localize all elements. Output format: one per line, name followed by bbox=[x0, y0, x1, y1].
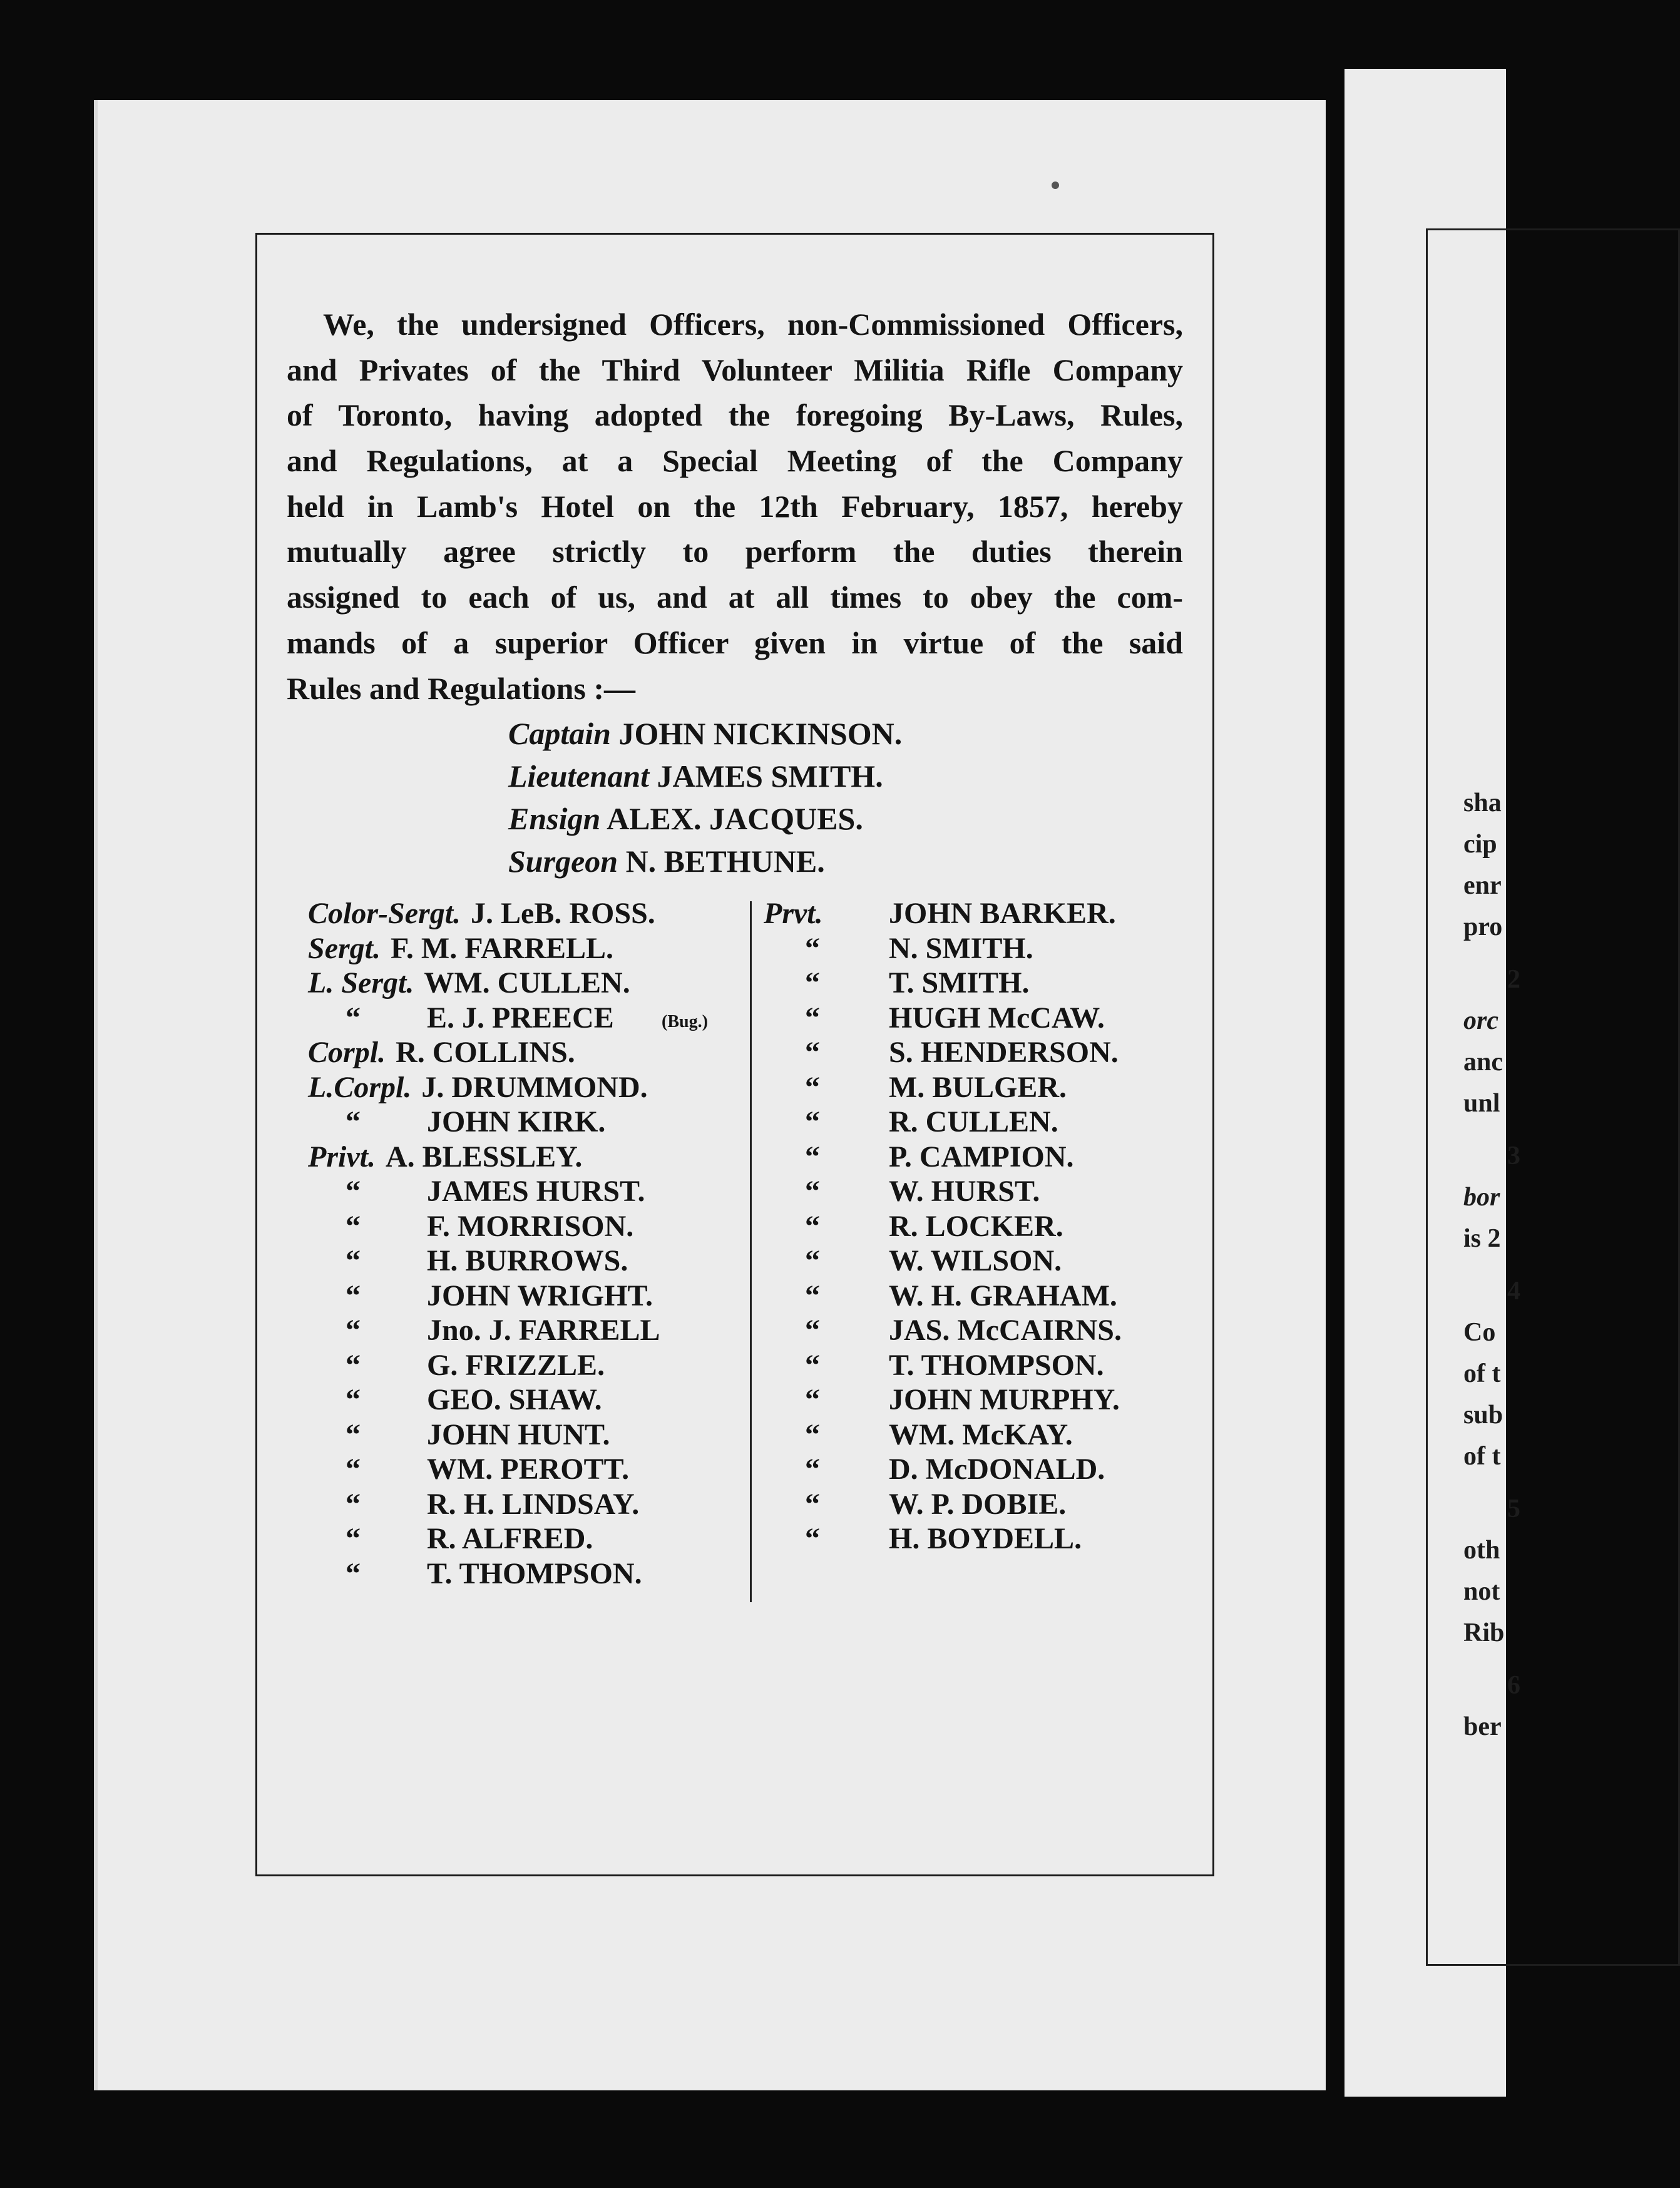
ditto-mark: “ bbox=[805, 1348, 820, 1382]
facing-page-fragment: sha bbox=[1463, 789, 1502, 817]
roster-entry bbox=[308, 1001, 708, 1036]
roster-rank: Corpl. bbox=[308, 1036, 386, 1069]
roster-name: JOHN HUNT. bbox=[427, 1418, 610, 1451]
roster-rank: Color-Sergt. bbox=[308, 897, 461, 930]
roster-name: W. H. GRAHAM. bbox=[889, 1279, 1117, 1312]
roster-name: JAS. McCAIRNS. bbox=[889, 1314, 1122, 1347]
facing-page-fragment: enr bbox=[1463, 871, 1502, 900]
roster-name: F. MORRISON. bbox=[427, 1209, 634, 1243]
facing-page-text bbox=[1463, 782, 1520, 1747]
roster-name: H. BOYDELL. bbox=[889, 1522, 1082, 1555]
facing-page-fragment: 4 bbox=[1507, 1277, 1520, 1306]
ditto-mark: “ bbox=[805, 1001, 820, 1035]
declaration-line: of Toronto, having adopted the foregoing By-Laws, Rules, bbox=[287, 397, 1183, 433]
roster-entry bbox=[308, 1105, 655, 1140]
roster-entry bbox=[308, 1279, 655, 1314]
officer-name: JOHN NICKINSON. bbox=[618, 716, 903, 751]
roster-entry bbox=[308, 1452, 655, 1487]
roster-name: WM. PEROTT. bbox=[427, 1453, 630, 1486]
roster-entry bbox=[308, 1383, 655, 1418]
facing-page-fragment: 2 bbox=[1507, 965, 1520, 994]
roster-name: A. BLESSLEY. bbox=[385, 1140, 583, 1173]
officer-name: JAMES SMITH. bbox=[657, 759, 883, 794]
roster-entry bbox=[308, 1140, 655, 1175]
roster-note: (Bug.) bbox=[662, 1011, 708, 1031]
officer-entry bbox=[508, 755, 902, 797]
ditto-mark: “ bbox=[346, 1383, 361, 1416]
declaration-line: held in Lamb's Hotel on the 12th February, 1857, hereby bbox=[287, 488, 1183, 524]
facing-page-fragment: anc bbox=[1463, 1048, 1503, 1076]
roster-entry bbox=[308, 1209, 655, 1244]
roster-name: GEO. SHAW. bbox=[427, 1383, 602, 1416]
roster-name: T. THOMPSON. bbox=[427, 1557, 642, 1590]
roster-name: E. J. PREECE bbox=[427, 1001, 614, 1035]
declaration-line: assigned to each of us, and at all times to obey the com- bbox=[287, 580, 1183, 615]
facing-page-fragment: sub bbox=[1463, 1401, 1503, 1429]
declaration-line: mands of a superior Officer given in virtue of the said bbox=[287, 625, 1183, 660]
roster-name: R. CULLEN. bbox=[889, 1105, 1058, 1138]
ditto-mark: “ bbox=[805, 1279, 820, 1312]
facing-page-edge bbox=[1345, 69, 1520, 2097]
facing-page-fragment: cip bbox=[1463, 830, 1497, 859]
ditto-mark: “ bbox=[346, 1453, 361, 1486]
facing-page-fragment: orc bbox=[1463, 1006, 1498, 1035]
ditto-mark: “ bbox=[346, 1175, 361, 1208]
roster-entry bbox=[308, 1348, 655, 1383]
roster-name: P. CAMPION. bbox=[889, 1140, 1074, 1173]
declaration-line: We, the undersigned Officers, non-Commissioned Officers, bbox=[323, 307, 1183, 342]
roster-entry bbox=[308, 1174, 655, 1209]
roster-rank: L. Sergt. bbox=[308, 966, 414, 999]
facing-page-fragment: unl bbox=[1463, 1089, 1500, 1118]
commissioned-officers bbox=[508, 712, 902, 882]
ditto-mark: “ bbox=[346, 1209, 361, 1243]
roster-rank: L.Corpl. bbox=[308, 1070, 412, 1104]
ditto-mark: “ bbox=[805, 1244, 820, 1277]
facing-page-fragment: of t bbox=[1463, 1442, 1501, 1471]
roster-entry bbox=[308, 1244, 655, 1279]
officer-entry bbox=[508, 797, 902, 840]
roster-name: JOHN WRIGHT. bbox=[427, 1279, 653, 1312]
roster-name: WM. CULLEN. bbox=[424, 966, 630, 999]
declaration-line: mutually agree strictly to perform the duties therein bbox=[287, 534, 1183, 570]
roster-name: J. LeB. ROSS. bbox=[471, 897, 655, 930]
ditto-mark: “ bbox=[346, 1001, 361, 1035]
roster-entry bbox=[308, 896, 655, 931]
declaration-paragraph bbox=[287, 302, 1183, 711]
ditto-mark: “ bbox=[805, 1487, 820, 1521]
ditto-mark: “ bbox=[346, 1105, 361, 1138]
roster-name: N. SMITH. bbox=[889, 931, 1033, 965]
ditto-mark: “ bbox=[346, 1522, 361, 1555]
ditto-mark: “ bbox=[805, 1140, 820, 1173]
roster-name: R. LOCKER. bbox=[889, 1209, 1063, 1243]
ditto-mark: “ bbox=[805, 931, 820, 965]
roster-rank: Sergt. bbox=[308, 931, 381, 965]
roster-name: W. P. DOBIE. bbox=[889, 1487, 1067, 1521]
facing-page-fragment: Co bbox=[1463, 1318, 1496, 1347]
roster-name: T. SMITH. bbox=[889, 966, 1030, 999]
roster-name: T. THOMPSON. bbox=[889, 1348, 1104, 1382]
ditto-mark: “ bbox=[346, 1314, 361, 1347]
facing-page-fragment: 6 bbox=[1507, 1671, 1520, 1700]
officer-rank: Ensign bbox=[508, 801, 601, 836]
roster-rank: Prvt. bbox=[764, 897, 823, 930]
ditto-mark: “ bbox=[805, 1314, 820, 1347]
roster-entry bbox=[308, 931, 655, 966]
roster-name: F. M. FARRELL. bbox=[391, 931, 614, 965]
facing-page-fragment: not bbox=[1463, 1577, 1500, 1606]
declaration-line: Rules and Regulations :— bbox=[287, 670, 636, 706]
roster-entry bbox=[308, 1418, 655, 1453]
ditto-mark: “ bbox=[346, 1244, 361, 1277]
roster-name: JOHN MURPHY. bbox=[889, 1383, 1120, 1416]
roster-name: Jno. J. FARRELL bbox=[427, 1314, 660, 1347]
officer-rank: Lieutenant bbox=[508, 759, 650, 794]
roster-name: S. HENDERSON. bbox=[889, 1036, 1119, 1069]
roster-name: R. ALFRED. bbox=[427, 1522, 593, 1555]
roster-name: D. McDONALD. bbox=[889, 1453, 1105, 1486]
officer-name: ALEX. JACQUES. bbox=[607, 801, 863, 836]
roster-name: JAMES HURST. bbox=[427, 1175, 645, 1208]
roster-left-column bbox=[308, 896, 708, 1591]
roster-entry bbox=[308, 1487, 655, 1522]
roster-name: HUGH McCAW. bbox=[889, 1001, 1105, 1035]
roster-name: WM. McKAY. bbox=[889, 1418, 1073, 1451]
roster-name: J. DRUMMOND. bbox=[421, 1070, 648, 1104]
roster-entry bbox=[308, 1070, 655, 1105]
facing-page-fragment: bor bbox=[1463, 1183, 1500, 1212]
roster-name: R. H. LINDSAY. bbox=[427, 1487, 640, 1521]
ditto-mark: “ bbox=[805, 1036, 820, 1069]
facing-page-fragment: is 2 bbox=[1463, 1224, 1501, 1253]
roster-name: M. BULGER. bbox=[889, 1070, 1067, 1104]
ditto-mark: “ bbox=[805, 966, 820, 999]
ditto-mark: “ bbox=[805, 1522, 820, 1555]
ditto-mark: “ bbox=[805, 1418, 820, 1451]
facing-page-fragment: of t bbox=[1463, 1359, 1501, 1388]
roster-name: G. FRIZZLE. bbox=[427, 1348, 605, 1382]
roster-entry bbox=[308, 1313, 660, 1348]
facing-page-fragment: oth bbox=[1463, 1536, 1500, 1565]
ditto-mark: “ bbox=[346, 1279, 361, 1312]
officer-rank: Surgeon bbox=[508, 844, 618, 879]
ditto-mark: “ bbox=[805, 1070, 820, 1104]
ditto-mark: “ bbox=[346, 1348, 361, 1382]
facing-page-fragment: Rib bbox=[1463, 1618, 1505, 1647]
officer-rank: Captain bbox=[508, 716, 611, 751]
facing-page-fragment: 5 bbox=[1507, 1495, 1520, 1523]
roster-entry bbox=[308, 1521, 655, 1557]
roster-name: JOHN KIRK. bbox=[427, 1105, 606, 1138]
roster-entry bbox=[308, 966, 655, 1001]
ditto-mark: “ bbox=[805, 1105, 820, 1138]
ditto-mark: “ bbox=[805, 1453, 820, 1486]
roster-name: R. COLLINS. bbox=[396, 1036, 575, 1069]
ditto-mark: “ bbox=[805, 1383, 820, 1416]
officer-entry bbox=[508, 712, 902, 755]
declaration-line: and Regulations, at a Special Meeting of the Company bbox=[287, 443, 1183, 479]
declaration-line: and Privates of the Third Volunteer Militia Rifle Company bbox=[287, 352, 1183, 387]
roster-rank: Privt. bbox=[308, 1140, 376, 1173]
ditto-mark: “ bbox=[805, 1175, 820, 1208]
facing-page-fragment: pro bbox=[1463, 913, 1503, 941]
roster-name: W. HURST. bbox=[889, 1175, 1040, 1208]
ditto-mark: “ bbox=[346, 1418, 361, 1451]
roster-entry bbox=[308, 1557, 655, 1592]
officer-entry bbox=[508, 840, 902, 882]
column-divider bbox=[750, 901, 752, 1602]
ditto-mark: “ bbox=[346, 1487, 361, 1521]
ditto-mark: “ bbox=[346, 1557, 361, 1590]
roster-name: H. BURROWS. bbox=[427, 1244, 628, 1277]
facing-page-fragment: 3 bbox=[1507, 1142, 1520, 1170]
roster-name: JOHN BARKER. bbox=[889, 897, 1116, 930]
ink-speck bbox=[1052, 181, 1059, 189]
facing-page-fragment: ber bbox=[1463, 1712, 1502, 1741]
officer-name: N. BETHUNE. bbox=[625, 844, 825, 879]
ditto-mark: “ bbox=[805, 1209, 820, 1243]
roster-name: W. WILSON. bbox=[889, 1244, 1062, 1277]
roster-entry bbox=[308, 1035, 655, 1070]
